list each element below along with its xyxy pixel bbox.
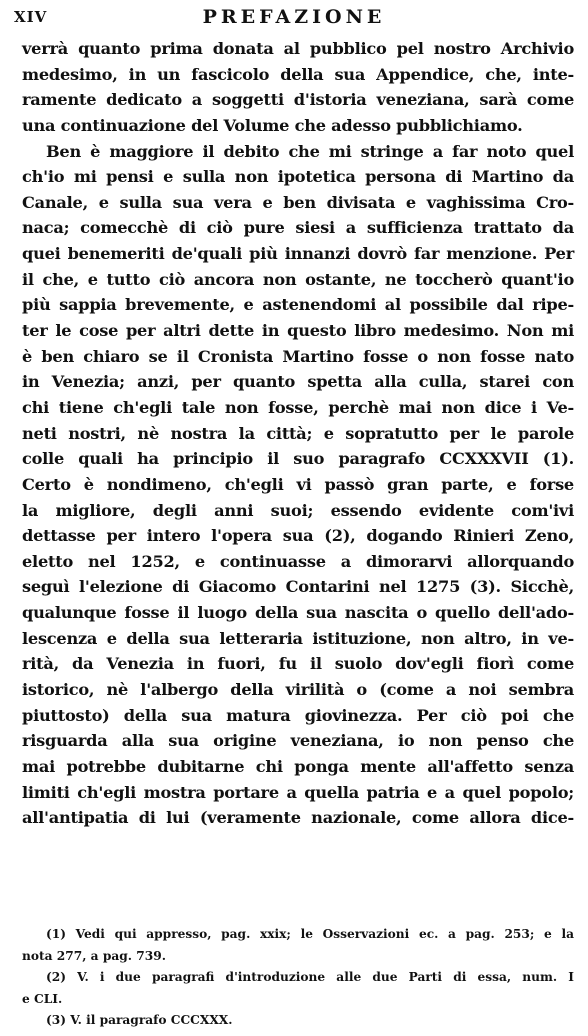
body-line: Certo è nondimeno, ch'egli vi passò gran parte, e forse	[22, 474, 574, 494]
body-line: ramente dedicato a soggetti d'istoria veneziana, sarà come	[22, 90, 574, 110]
footnote-line: e CLI.	[22, 991, 63, 1006]
page-number: XIV	[14, 8, 48, 26]
body-line: lescenza e della sua letteraria istituzione, non altro, in ve-	[22, 628, 574, 648]
body-line: neti nostri, nè nostra la città; e sopratutto per le parole	[22, 423, 574, 443]
page-header	[14, 6, 574, 34]
body-text	[22, 36, 574, 831]
body-line: la migliore, degli anni suoi; essendo evidente com'ivi	[22, 500, 574, 520]
footnote-line: nota 277, a pag. 739.	[22, 948, 166, 963]
footnote-line: (2) V. i due paragrafi d'introduzione alle due Parti di essa, num. I	[46, 970, 574, 985]
body-line: medesimo, in un fascicolo della sua Appendice, che, inte-	[22, 64, 574, 84]
body-line: colle quali ha principio il suo paragrafo CCXXXVII (1).	[22, 449, 574, 469]
body-line: limiti ch'egli mostra portare a quella patria e a quel popolo;	[22, 782, 574, 802]
body-line: è ben chiaro se il Cronista Martino fosse o non fosse nato	[22, 346, 574, 366]
body-line: seguì l'elezione di Giacomo Contarini nel 1275 (3). Sicchè,	[22, 577, 574, 597]
running-title: PREFAZIONE	[202, 6, 386, 28]
body-line: risguarda alla sua origine veneziana, io non penso che	[22, 731, 574, 751]
body-line: qualunque fosse il luogo della sua nascita o quello dell'ado-	[22, 603, 574, 623]
body-line: Ben è maggiore il debito che mi stringe a far noto quel	[46, 141, 574, 161]
footnote-line: (1) Vedi qui appresso, pag. xxix; le Osservazioni ec. a pag. 253; e la	[46, 927, 574, 941]
body-line: istorico, nè l'albergo della virilità o (come a noi sembra	[22, 680, 574, 700]
body-line: piuttosto) della sua matura giovinezza. Per ciò poi che	[22, 705, 574, 725]
body-line: chi tiene ch'egli tale non fosse, perchè mai non dice i Ve-	[22, 397, 574, 417]
body-line: in Venezia; anzi, per quanto spetta alla culla, starei con	[22, 372, 574, 392]
footnote-line: (3) V. il paragrafo CCCXXX.	[46, 1013, 233, 1028]
body-line: verrà quanto prima donata al pubblico pel nostro Archivio	[22, 39, 574, 58]
body-line: ter le cose per altri dette in questo libro medesimo. Non mi	[22, 321, 574, 341]
body-line: il che, e tutto ciò ancora non ostante, ne toccherò quant'io	[22, 269, 574, 289]
body-line: ch'io mi pensi e sulla non ipotetica persona di Martino da	[22, 167, 574, 187]
body-line: mai potrebbe dubitarne chi ponga mente all'affetto senza	[22, 756, 574, 776]
body-line: dettasse per intero l'opera sua (2), dogando Rinieri Zeno,	[22, 526, 574, 546]
body-line: Canale, e sulla sua vera e ben divisata e vaghissima Cro-	[22, 192, 574, 212]
body-line: eletto nel 1252, e continuasse a dimorarvi allorquando	[22, 551, 574, 571]
body-line: una continuazione del Volume che adesso pubblichiamo.	[22, 115, 523, 135]
body-line: quei benemeriti de'quali più innanzi dovrò far menzione. Per	[22, 244, 574, 264]
body-line: all'antipatia di lui (veramente nazionale, come allora dice-	[22, 808, 574, 828]
body-line: rità, da Venezia in fuori, fu il suolo dov'egli fiorì come	[22, 654, 574, 674]
footnotes	[22, 924, 574, 1032]
body-line: naca; comecchè di ciò pure siesi a sufficienza trattato da	[22, 218, 574, 238]
body-line: più sappia brevemente, e astenendomi al possibile dal ripe-	[22, 295, 574, 315]
